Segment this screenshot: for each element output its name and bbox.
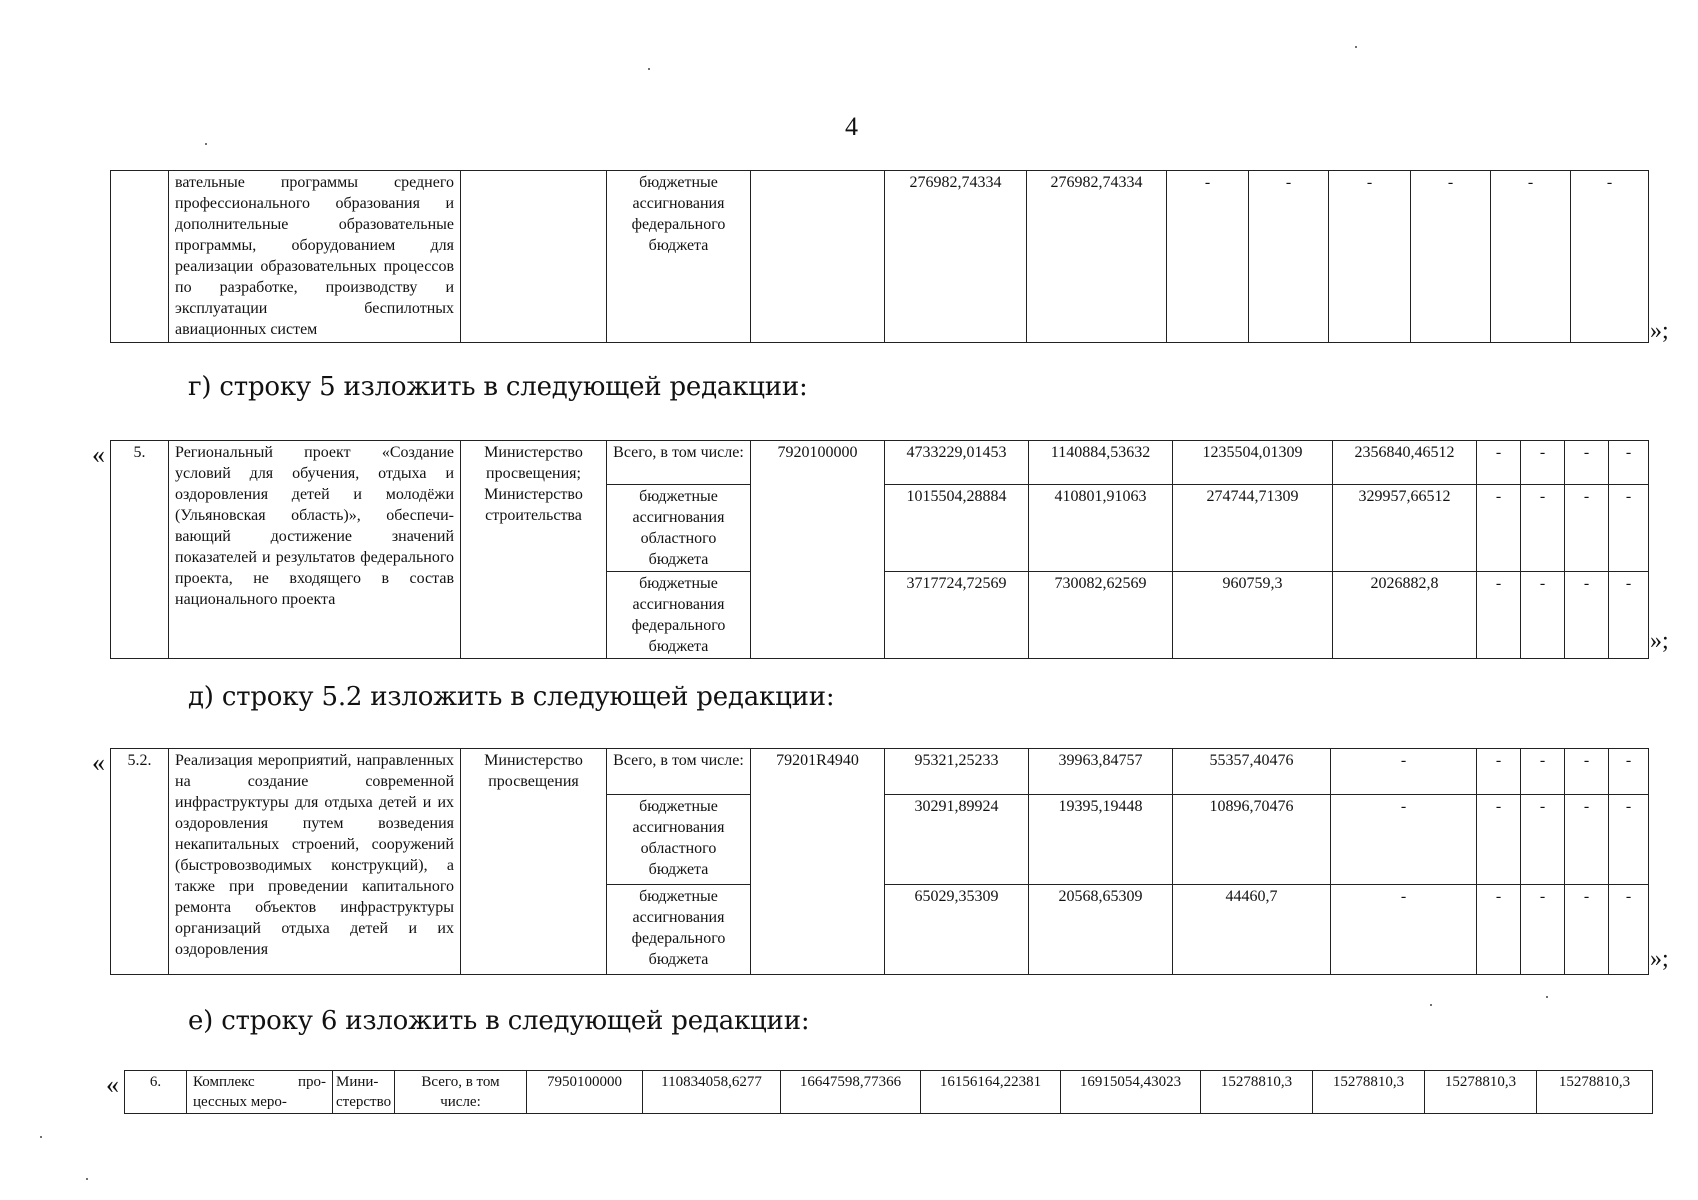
year3-cell: 329957,66512 (1333, 485, 1477, 572)
year1-cell: 276982,74334 (1027, 171, 1167, 343)
year7-cell: 15278810,3 (1537, 1071, 1653, 1114)
dash-cell: - (1521, 441, 1565, 485)
row-number: 5. (111, 441, 169, 659)
closing-quote-mark: »; (1650, 946, 1669, 972)
year4-cell: 15278810,3 (1201, 1071, 1313, 1114)
dash-cell: - (1565, 441, 1609, 485)
heading-row6: е) строку 6 изложить в следующей редакции: (188, 1006, 810, 1036)
dash-cell: - (1477, 795, 1521, 885)
source-cell: бюджетные ассигнования федерального бюджета (607, 885, 751, 975)
year3-cell: 2026882,8 (1333, 572, 1477, 659)
source-cell: Всего, в том числе: (607, 749, 751, 795)
year5-cell: 15278810,3 (1313, 1071, 1425, 1114)
source-cell: Всего, в том числе: (607, 441, 751, 485)
year3-cell: 2356840,46512 (1333, 441, 1477, 485)
year1-cell: 39963,84757 (1029, 749, 1173, 795)
dash-cell: - (1565, 795, 1609, 885)
dash-cell: - (1609, 795, 1649, 885)
year2-cell: 44460,7 (1173, 885, 1331, 975)
row-number: 5.2. (111, 749, 169, 975)
total-cell: 1015504,28884 (885, 485, 1029, 572)
year2-cell: 274744,71309 (1173, 485, 1333, 572)
year3-cell: - (1331, 795, 1477, 885)
dash-cell: - (1609, 572, 1649, 659)
total-cell: 30291,89924 (885, 795, 1029, 885)
scan-speck (40, 1136, 42, 1138)
row-number: 6. (125, 1071, 187, 1114)
dash-cell: - (1167, 171, 1249, 343)
row5-table (110, 440, 1649, 659)
scan-speck (86, 1178, 88, 1180)
dash-cell: - (1521, 749, 1565, 795)
year3-cell: - (1331, 885, 1477, 975)
total-cell: 276982,74334 (885, 171, 1027, 343)
dash-cell: - (1491, 171, 1571, 343)
description-cell: Комплекс процессных меро- (187, 1071, 333, 1114)
table-row (111, 749, 1649, 795)
scan-speck (1355, 46, 1357, 48)
dash-cell: - (1411, 171, 1491, 343)
source-cell: бюджетные ассигнования областного бюджета (607, 485, 751, 572)
total-cell: 65029,35309 (885, 885, 1029, 975)
year1-cell: 410801,91063 (1029, 485, 1173, 572)
dash-cell: - (1477, 485, 1521, 572)
row52-table (110, 748, 1649, 975)
source-cell: бюджетные ассигнования федерального бюджета (607, 171, 751, 343)
row6-table (124, 1070, 1653, 1114)
heading-row52: д) строку 5.2 изложить в следующей редакции: (188, 682, 835, 712)
description-cell: вательные программы среднего профессионального образования и дополнительные образовательные программы, оборудованием для реализации образовательных процессов по разработке, производству и эксплуатации беспилотных авиационных систем (169, 171, 461, 343)
executor-cell: Министерство просвещения (461, 749, 607, 975)
num-cell (111, 171, 169, 343)
dash-cell: - (1609, 441, 1649, 485)
total-cell: 4733229,01453 (885, 441, 1029, 485)
scan-speck (648, 68, 650, 70)
top-fragment-table (110, 170, 1649, 343)
total-cell: 3717724,72569 (885, 572, 1029, 659)
code-cell: 7950100000 (527, 1071, 643, 1114)
source-cell: бюджетные ассигнования федерального бюджета (607, 572, 751, 659)
dash-cell: - (1565, 749, 1609, 795)
dash-cell: - (1249, 171, 1329, 343)
opening-quote-mark: « (106, 1070, 119, 1099)
year3-cell: 16915054,43023 (1061, 1071, 1201, 1114)
year2-cell: 10896,70476 (1173, 795, 1331, 885)
year3-cell: - (1331, 749, 1477, 795)
code-cell: 79201R4940 (751, 749, 885, 975)
description-cell: Реализация мероприятий, направленных на создание современной инфраструктуры для отдыха детей и их оздоровления путем возведения некапитальных строений, сооружений (быстровозводимых конструкций), а также при проведении капитального ремонта объектов инфраструктуры организаций отдыха детей и их оздоровления (169, 749, 461, 975)
table-row (111, 171, 1649, 343)
dash-cell: - (1565, 885, 1609, 975)
source-cell: Всего, в том числе: (395, 1071, 527, 1114)
total-cell: 110834058,6277 (643, 1071, 781, 1114)
heading-row5: г) строку 5 изложить в следующей редакции: (188, 372, 808, 402)
dash-cell: - (1521, 485, 1565, 572)
dash-cell: - (1565, 572, 1609, 659)
year1-cell: 19395,19448 (1029, 795, 1173, 885)
executor-cell: Министерство (333, 1071, 395, 1114)
dash-cell: - (1477, 749, 1521, 795)
code-cell (751, 171, 885, 343)
year2-cell: 55357,40476 (1173, 749, 1331, 795)
dash-cell: - (1565, 485, 1609, 572)
year1-cell: 730082,62569 (1029, 572, 1173, 659)
dash-cell: - (1571, 171, 1649, 343)
dash-cell: - (1477, 572, 1521, 659)
table-row (125, 1071, 1653, 1114)
dash-cell: - (1521, 572, 1565, 659)
scan-speck (1546, 996, 1548, 998)
dash-cell: - (1609, 485, 1649, 572)
dash-cell: - (1521, 795, 1565, 885)
dash-cell: - (1477, 885, 1521, 975)
page-number: 4 (845, 112, 858, 141)
year1-cell: 1140884,53632 (1029, 441, 1173, 485)
year2-cell: 1235504,01309 (1173, 441, 1333, 485)
year2-cell: 960759,3 (1173, 572, 1333, 659)
year1-cell: 20568,65309 (1029, 885, 1173, 975)
year6-cell: 15278810,3 (1425, 1071, 1537, 1114)
executor-cell (461, 171, 607, 343)
dash-cell: - (1609, 749, 1649, 795)
scan-speck (1430, 1004, 1432, 1006)
executor-cell: Министерство просвещения; Министерство строительства (461, 441, 607, 659)
dash-cell: - (1329, 171, 1411, 343)
opening-quote-mark: « (92, 440, 105, 469)
source-cell: бюджетные ассигнования областного бюджета (607, 795, 751, 885)
dash-cell: - (1477, 441, 1521, 485)
code-cell: 7920100000 (751, 441, 885, 659)
table-row (111, 441, 1649, 485)
description-cell: Региональный проект «Создание условий для обучения, отдыха и оздоровления детей и молодёжи (Ульяновская область)», обеспечивающий достижение значений показателей и результатов федерального проекта, не входящего в состав национального проекта (169, 441, 461, 659)
total-cell: 95321,25233 (885, 749, 1029, 795)
closing-quote-mark: »; (1650, 628, 1669, 654)
dash-cell: - (1609, 885, 1649, 975)
year1-cell: 16647598,77366 (781, 1071, 921, 1114)
closing-quote-mark: »; (1650, 318, 1669, 344)
year2-cell: 16156164,22381 (921, 1071, 1061, 1114)
scan-speck (205, 143, 207, 145)
opening-quote-mark: « (92, 748, 105, 777)
dash-cell: - (1521, 885, 1565, 975)
